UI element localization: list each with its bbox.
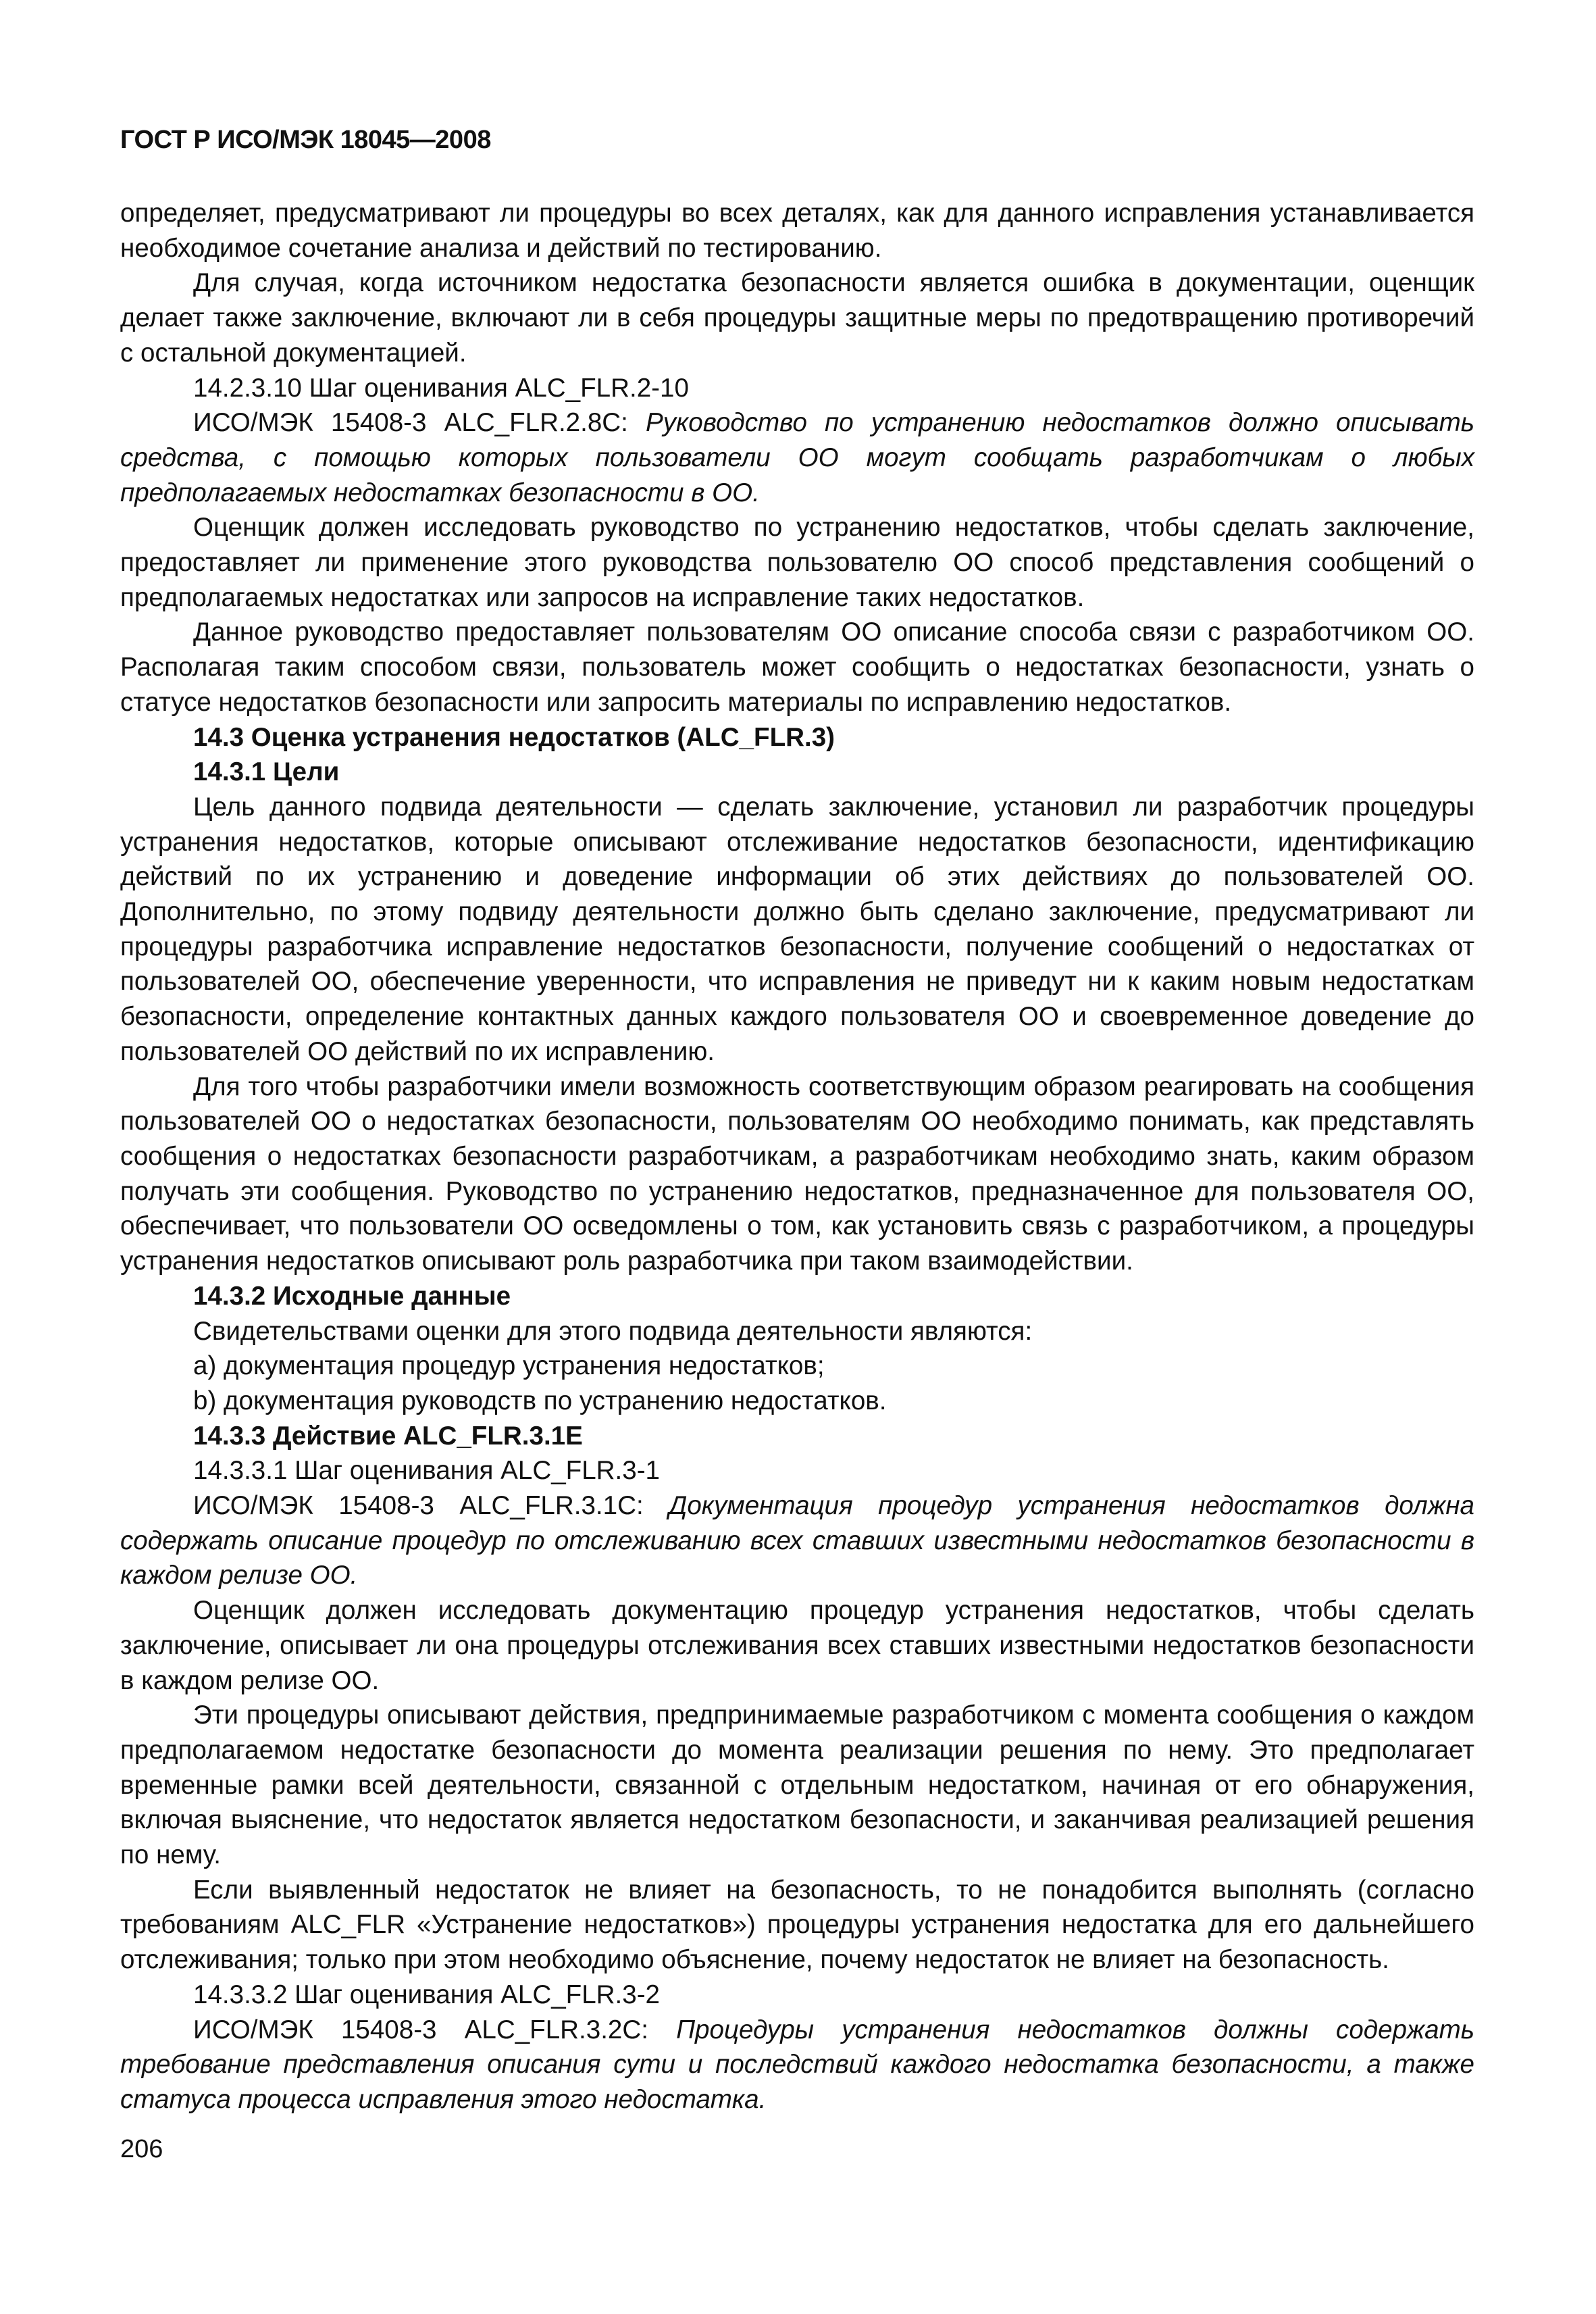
paragraph — [120, 1279, 1474, 1314]
paragraph-text: Эти процедуры описывают действия, предпринимаемые разработчиком с момента сообщения о каждом предполагаемом недостатке безопасности до момента реализации решения по нему. Это предполагает временные рамки всей деятельности, связанной с отдельным недостатком, начиная от его обнаружения, включая выяснение, что недостаток является недостатком безопасности, и заканчивая реализацией решения по нему. — [120, 1701, 1474, 1870]
paragraph-text: ИСО/МЭК 15408-3 ALC_FLR.3.2C: — [193, 2015, 677, 2044]
paragraph — [120, 1453, 1474, 1488]
paragraph-text: Для того чтобы разработчики имели возможность соответствующим образом реагировать на сообщения пользователей ОО о недостатках безопасности, пользователям ОО необходимо понимать, как представлять сообщения о недостатках безопасности разработчикам, а разработчикам необходимо знать, каким образом получать эти сообщения. Руководство по устранению недостатков, предназначенное для пользователя ОО, обеспечивает, что пользователи ОО осведомлены о том, как установить связь с разработчиком, а процедуры устранения недостатков описывают роль разработчика при таком взаимодействии. — [120, 1072, 1474, 1276]
paragraph-text: Оценщик должен исследовать руководство по устранению недостатков, чтобы сделать заключение, предоставляет ли применение этого руководства пользователю ОО способ представления сообщений о предполагаемых недостатках или запросов на исправление таких недостатков. — [120, 513, 1474, 612]
paragraph-text: Оценщик должен исследовать документацию процедур устранения недостатков, чтобы сделать заключение, описывает ли она процедуры отслеживания всех ставших известными недостатков безопасности в каждом релизе ОО. — [120, 1596, 1474, 1695]
paragraph-text: 14.3 Оценка устранения недостатков (ALC_FLR.3) — [193, 722, 835, 752]
paragraph-italic-text: Документация процедур устранения недостатков должна содержать описание процедур по отслеживанию всех ставших известными недостатков безопасности в каждом релизе ОО. — [120, 1491, 1474, 1590]
paragraph — [120, 1349, 1474, 1384]
paragraph-text: Данное руководство предоставляет пользователям ОО описание способа связи с разработчиком ОО. Располагая таким способом связи, пользователь может сообщить о недостатках безопасности, узнать о статусе недостатков безопасности или запросить материалы по исправлению недостатков. — [120, 618, 1474, 717]
paragraph — [120, 1873, 1474, 1978]
paragraph — [120, 1384, 1474, 1419]
paragraph — [120, 2013, 1474, 2117]
paragraph — [120, 1978, 1474, 2013]
paragraph — [120, 1488, 1474, 1593]
page-number: 206 — [120, 2135, 163, 2163]
paragraph — [120, 196, 1474, 266]
paragraph — [120, 755, 1474, 790]
paragraph — [120, 266, 1474, 370]
paragraph-text: 14.3.3 Действие ALC_FLR.3.1E — [193, 1421, 583, 1451]
paragraph-text: a) документация процедур устранения недостатков; — [193, 1351, 825, 1381]
paragraph-italic-text: Процедуры устранения недостатков должны содержать требование представления описания сути и последствий каждого недостатка безопасности, а также статуса процесса исправления этого недостатка. — [120, 2015, 1474, 2114]
paragraph — [120, 1070, 1474, 1279]
page-header: ГОСТ Р ИСО/МЭК 18045—2008 — [120, 126, 491, 154]
paragraph-italic-text: Руководство по устранению недостатков должно описывать средства, с помощью которых пользователи ОО могут сообщать разработчикам о любых предполагаемых недостатках безопасности в ОО. — [120, 408, 1475, 507]
paragraph-text: 14.3.3.2 Шаг оценивания ALC_FLR.3-2 — [193, 1980, 661, 2009]
paragraph-text: ИСО/МЭК 15408-3 ALC_FLR.2.8C: — [193, 408, 646, 438]
paragraph-text: Если выявленный недостаток не влияет на безопасность, то не понадобится выполнять (согласно требованиям ALC_FLR «Устранение недостатков») процедуры устранения недостатка для его дальнейшего отслеживания; только при этом необходимо объяснение, почему недостаток не влияет на безопасность. — [120, 1875, 1474, 1975]
paragraph — [120, 1593, 1474, 1698]
paragraph — [120, 615, 1474, 720]
paragraph-text: b) документация руководств по устранению недостатков. — [193, 1386, 887, 1415]
paragraph-text: ИСО/МЭК 15408-3 ALC_FLR.3.1C: — [193, 1491, 669, 1521]
paragraph — [120, 510, 1474, 615]
paragraph — [120, 405, 1474, 510]
paragraph-text: Цель данного подвида деятельности — сделать заключение, установил ли разработчик процедуры устранения недостатков, которые описывают отслеживание недостатков безопасности, идентификацию действий по их устранению и доведение информации об этих действиях до пользователей ОО. Дополнительно, по этому подвиду деятельности должно быть сделано заключение, предусматривают ли процедуры разработчика исправление недостатков безопасности, получение сообщений о недостатках от пользователей ОО, обеспечение уверенности, что исправления не приведут ни к каким новым недостаткам безопасности, определение контактных данных каждого пользователя ОО и своевременное доведение до пользователей ОО действий по их исправлению. — [120, 792, 1474, 1066]
paragraph — [120, 1314, 1474, 1349]
paragraph-text: Свидетельствами оценки для этого подвида деятельности являются: — [193, 1316, 1033, 1346]
body-text — [120, 196, 1474, 2117]
paragraph — [120, 720, 1474, 755]
paragraph-text: 14.3.2 Исходные данные — [193, 1281, 511, 1311]
paragraph-text: определяет, предусматривают ли процедуры во всех деталях, как для данного исправления устанавливается необходимое сочетание анализа и действий по тестированию. — [120, 199, 1474, 263]
paragraph-text: 14.2.3.10 Шаг оценивания ALC_FLR.2-10 — [193, 373, 689, 403]
paragraph-text: 14.3.3.1 Шаг оценивания ALC_FLR.3-1 — [193, 1456, 661, 1486]
paragraph — [120, 1698, 1474, 1873]
paragraph — [120, 1419, 1474, 1454]
paragraph-text: Для случая, когда источником недостатка безопасности является ошибка в документации, оценщик делает также заключение, включают ли в себя процедуры защитные меры по предотвращению противоречий с остальной документацией. — [120, 268, 1474, 368]
paragraph — [120, 371, 1474, 406]
paragraph-text: 14.3.1 Цели — [193, 757, 340, 787]
paragraph — [120, 790, 1474, 1070]
